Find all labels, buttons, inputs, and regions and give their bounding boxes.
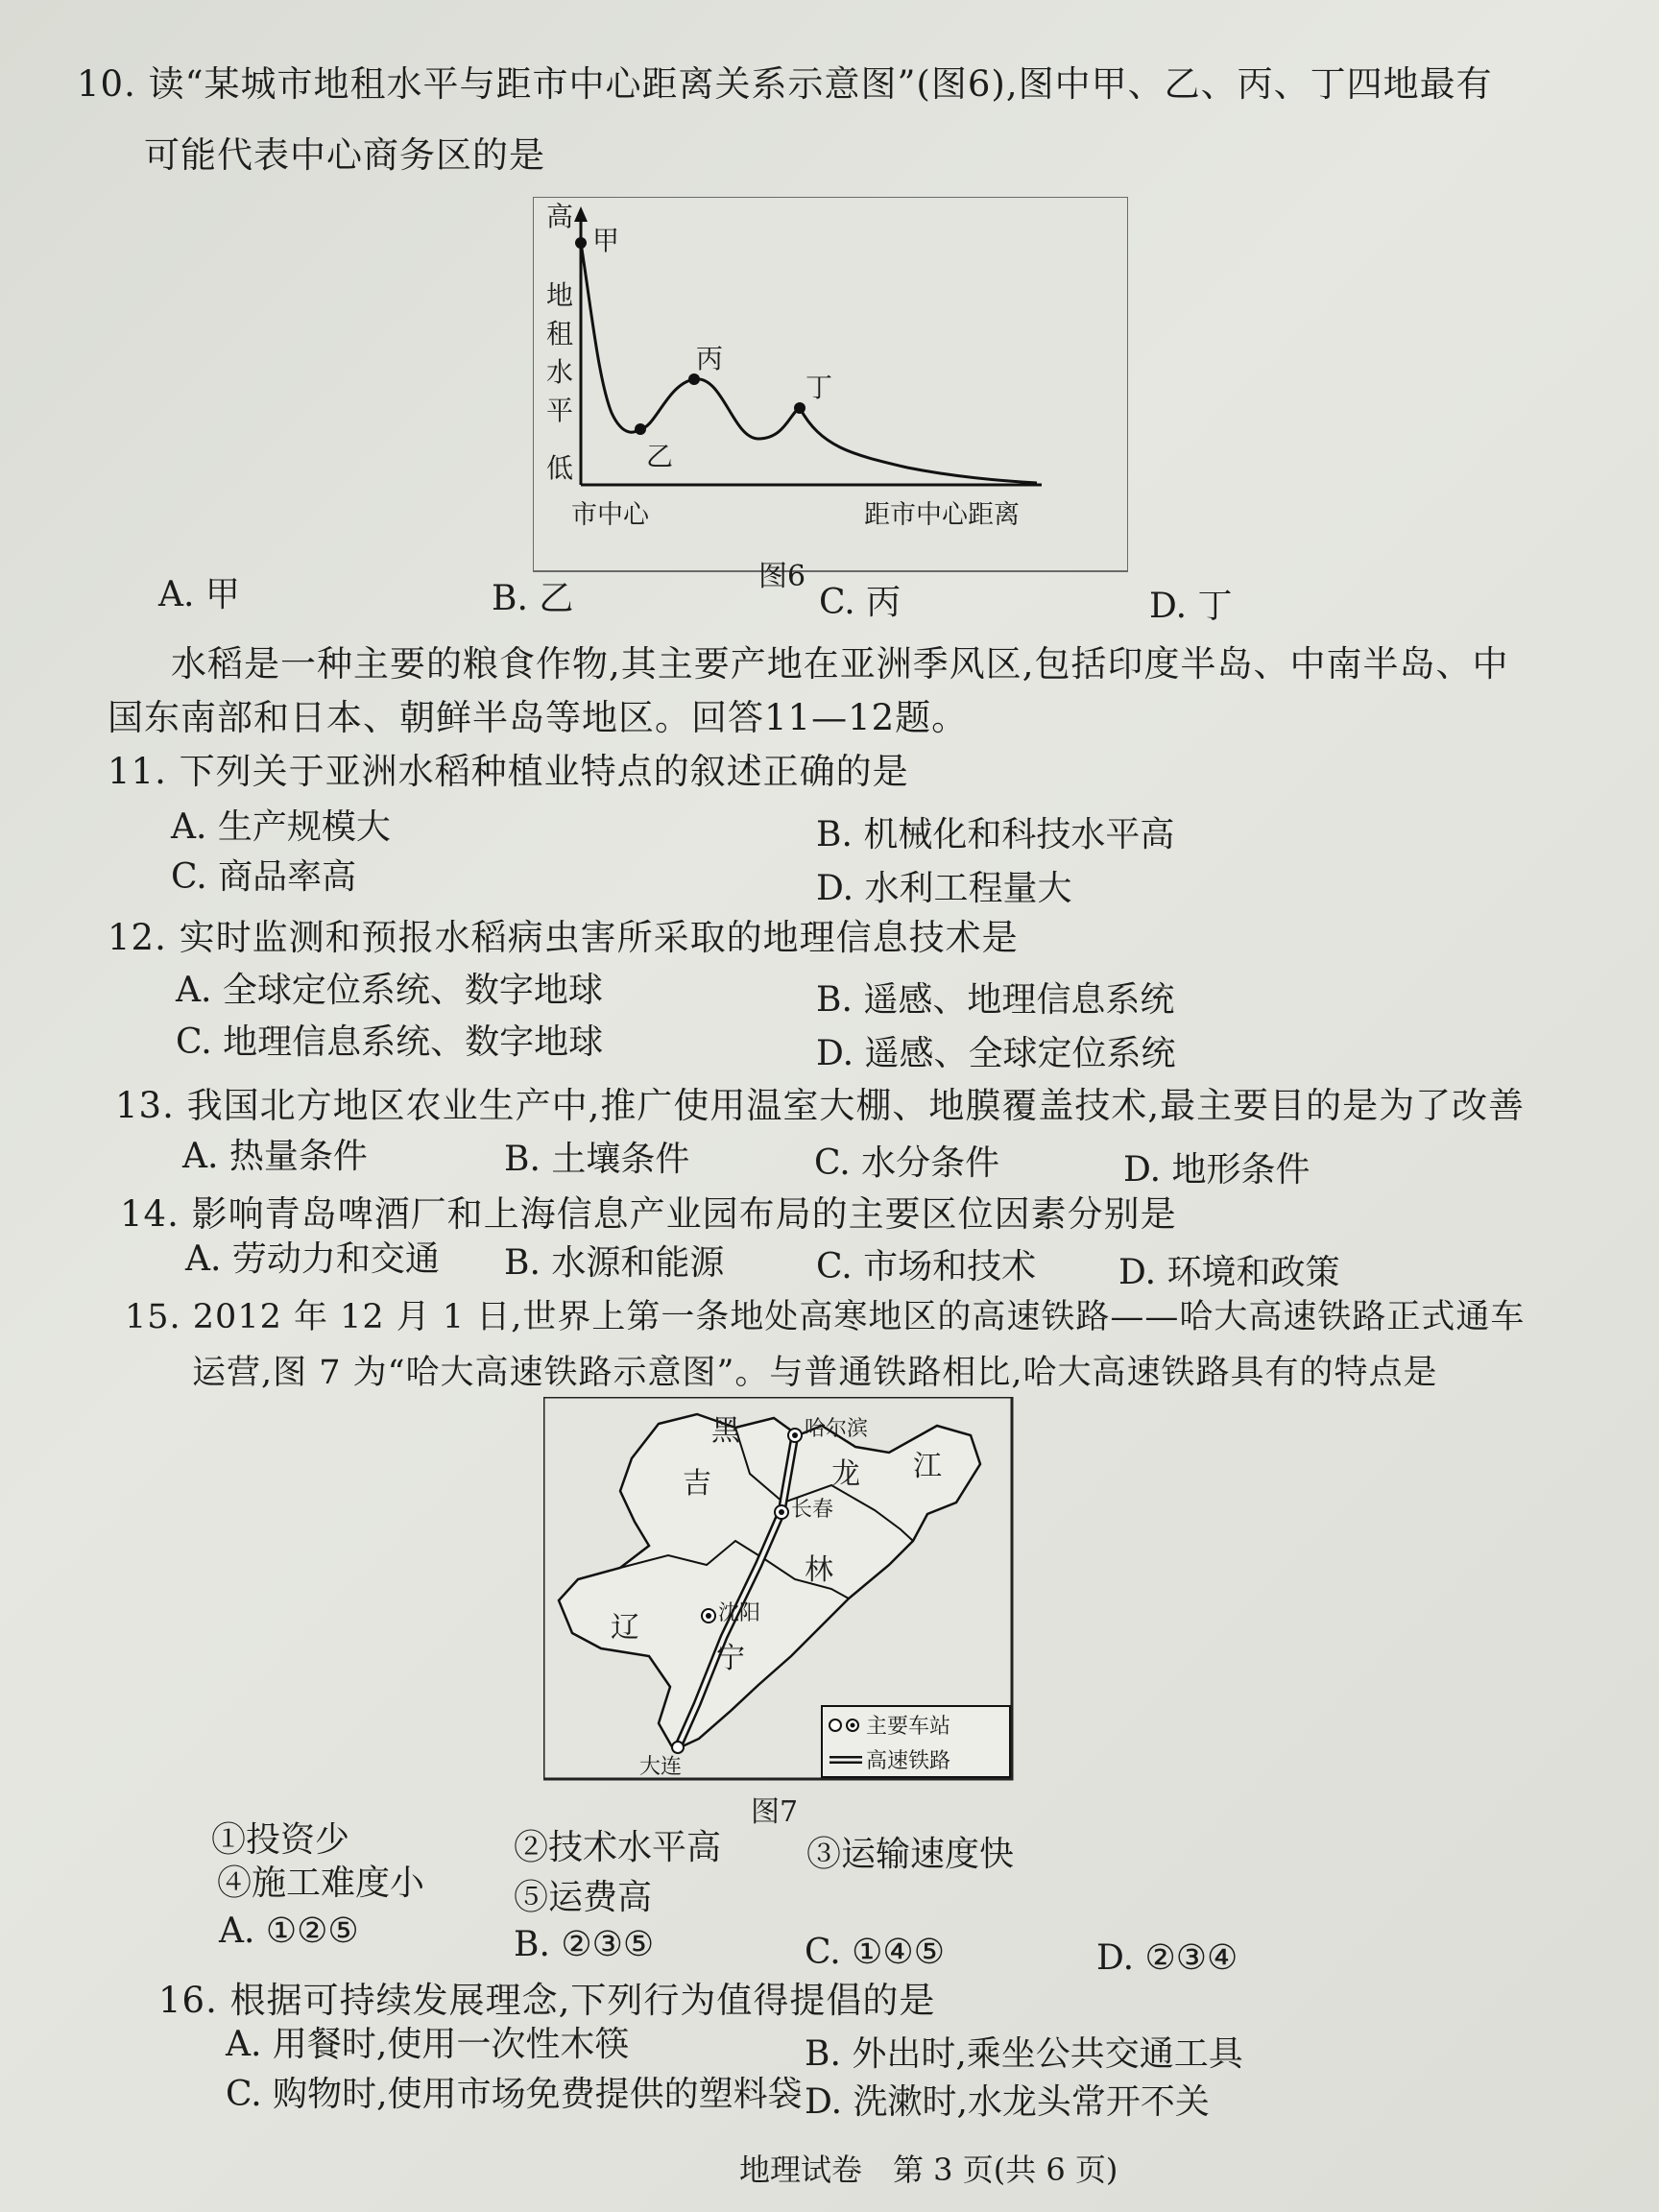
q15-stem-line2: 运营,图 7 为“哈大高速铁路示意图”。与普通铁路相比,哈大高速铁路具有的特点是 xyxy=(192,1354,1438,1392)
q15-stem-line1: 15. 2012 年 12 月 1 日,世界上第一条地处高寒地区的高速铁路——哈大高速铁路正式通车 xyxy=(125,1298,1526,1336)
q10-option-d[interactable]: D. 丁 xyxy=(1149,587,1233,626)
q12-option-b[interactable]: B. 遥感、地理信息系统 xyxy=(816,980,1175,1020)
q10-option-a[interactable]: A. 甲 xyxy=(158,575,240,614)
q15-option-a[interactable]: A. ①②⑤ xyxy=(219,1911,359,1951)
q14-option-a[interactable]: A. 劳动力和交通 xyxy=(185,1239,440,1279)
legend-railway-label: 高速铁路 xyxy=(866,1749,951,1773)
figure-6-rent-curve xyxy=(533,197,1128,581)
q12-stem: 12. 实时监测和预报水稻病虫害所采取的地理信息技术是 xyxy=(108,917,1019,958)
label-yi: 乙 xyxy=(646,441,674,472)
q10-stem-line2: 可能代表中心商务区的是 xyxy=(144,134,545,176)
q14-option-c[interactable]: C. 市场和技术 xyxy=(816,1247,1037,1286)
q15-statement-5: ⑤运费高 xyxy=(514,1878,653,1917)
q16-option-b[interactable]: B. 外出时,乘坐公共交通工具 xyxy=(805,2034,1243,2074)
q15-option-d[interactable]: D. ②③④ xyxy=(1096,1938,1238,1978)
passage-line2: 国东南部和日本、朝鲜半岛等地区。回答11—12题。 xyxy=(108,697,969,738)
q14-option-b[interactable]: B. 水源和能源 xyxy=(504,1243,725,1283)
q13-option-d[interactable]: D. 地形条件 xyxy=(1123,1150,1310,1190)
y-label-char-2: 租 xyxy=(546,318,574,349)
station-label-shenyang: 沈阳 xyxy=(718,1601,761,1625)
rent-curve-svg xyxy=(533,197,1128,581)
q13-option-c[interactable]: C. 水分条件 xyxy=(814,1143,1000,1183)
q13-option-b[interactable]: B. 土壤条件 xyxy=(504,1140,690,1179)
label-ning: 宁 xyxy=(716,1642,745,1675)
q15-statement-2: ②技术水平高 xyxy=(514,1828,722,1867)
figure-6-caption: 图6 xyxy=(758,560,806,593)
point-ding xyxy=(794,402,805,414)
label-liao: 辽 xyxy=(611,1611,639,1645)
legend-station-label: 主要车站 xyxy=(866,1715,951,1739)
label-jiang: 江 xyxy=(913,1450,942,1483)
q16-option-c[interactable]: C. 购物时,使用市场免费提供的塑料袋 xyxy=(226,2075,803,2114)
label-long: 龙 xyxy=(831,1457,860,1491)
q13-option-a[interactable]: A. 热量条件 xyxy=(182,1137,368,1176)
point-bing xyxy=(688,373,700,385)
label-hei: 黑 xyxy=(711,1414,740,1448)
q16-option-a[interactable]: A. 用餐时,使用一次性木筷 xyxy=(226,2025,630,2064)
point-jia xyxy=(575,237,587,249)
station-dalian xyxy=(672,1742,684,1753)
page-footer: 地理试卷 第 3 页(共 6 页) xyxy=(739,2152,1118,2188)
q15-statement-1: ①投资少 xyxy=(211,1820,350,1860)
x-label-left: 市中心 xyxy=(571,500,649,530)
y-label-top: 高 xyxy=(546,201,574,232)
q11-option-d[interactable]: D. 水利工程量大 xyxy=(816,869,1072,908)
legend-station-open xyxy=(830,1719,841,1731)
q14-stem: 14. 影响青岛啤酒厂和上海信息产业园布局的主要区位因素分别是 xyxy=(120,1193,1177,1235)
q12-option-a[interactable]: A. 全球定位系统、数字地球 xyxy=(176,971,603,1010)
q12-option-d[interactable]: D. 遥感、全球定位系统 xyxy=(816,1034,1176,1073)
y-label-char-3: 水 xyxy=(546,356,574,388)
passage-line1: 水稻是一种主要的粮食作物,其主要产地在亚洲季风区,包括印度半岛、中南半岛、中 xyxy=(171,643,1509,685)
q15-statement-3: ③运输速度快 xyxy=(806,1835,1015,1874)
q12-option-c[interactable]: C. 地理信息系统、数字地球 xyxy=(176,1022,604,1062)
station-label-dalian: 大连 xyxy=(639,1755,683,1779)
q14-option-d[interactable]: D. 环境和政策 xyxy=(1118,1253,1340,1292)
q13-stem: 13. 我国北方地区农业生产中,推广使用温室大棚、地膜覆盖技术,最主要目的是为了改善 xyxy=(115,1085,1526,1126)
x-label-right: 距市中心距离 xyxy=(864,500,1020,530)
figure-7-railway-map xyxy=(543,1397,1014,1781)
station-label-harbin: 哈尔滨 xyxy=(805,1417,869,1441)
q16-stem: 16. 根据可持续发展理念,下列行为值得提倡的是 xyxy=(158,1980,936,2021)
y-label-char-4: 平 xyxy=(546,395,574,426)
q15-option-c[interactable]: C. ①④⑤ xyxy=(805,1933,945,1972)
q10-option-b[interactable]: B. 乙 xyxy=(492,579,574,618)
q11-option-c[interactable]: C. 商品率高 xyxy=(171,857,357,897)
station-label-changchun: 长春 xyxy=(791,1498,834,1522)
q16-option-d[interactable]: D. 洗漱时,水龙头常开不关 xyxy=(805,2082,1210,2122)
q11-option-b[interactable]: B. 机械化和科技水平高 xyxy=(816,815,1175,854)
q11-stem: 11. 下列关于亚洲水稻种植业特点的叙述正确的是 xyxy=(108,751,909,792)
y-label-char-1: 地 xyxy=(546,279,574,311)
q10-stem-line1: 10. 读“某城市地租水平与距市中心距离关系示意图”(图6),图中甲、乙、丙、丁四地最有 xyxy=(77,63,1493,105)
label-ding: 丁 xyxy=(805,372,833,403)
label-jia: 甲 xyxy=(592,225,620,256)
railway-map-svg xyxy=(543,1397,1014,1781)
figure-7-caption: 图7 xyxy=(751,1795,799,1829)
q15-option-b[interactable]: B. ②③⑤ xyxy=(514,1925,655,1964)
q11-option-a[interactable]: A. 生产规模大 xyxy=(171,807,391,847)
label-ji: 吉 xyxy=(683,1467,711,1501)
y-label-bottom: 低 xyxy=(546,452,574,484)
label-bing: 丙 xyxy=(696,343,724,374)
q15-statement-4: ④施工难度小 xyxy=(217,1863,425,1903)
label-lin: 林 xyxy=(805,1553,833,1587)
point-yi xyxy=(635,423,646,435)
q10-option-c[interactable]: C. 丙 xyxy=(819,583,902,622)
